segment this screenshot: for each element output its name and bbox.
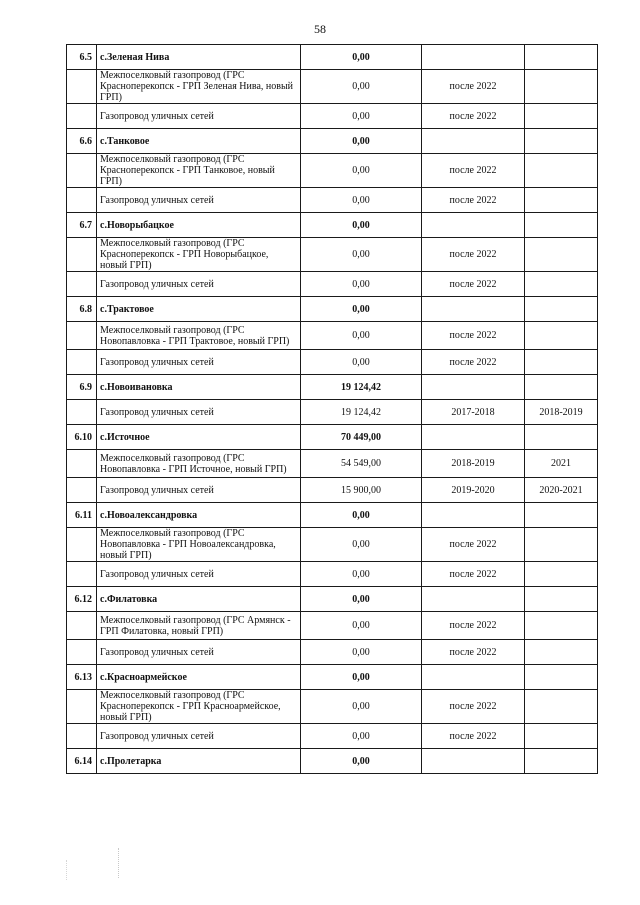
row-name-cell: Межпоселковый газопровод (ГРС Армянск - ГРП Филатовка, новый ГРП) bbox=[97, 612, 301, 640]
table-row bbox=[67, 188, 598, 213]
section-row bbox=[67, 587, 598, 612]
section-row bbox=[67, 45, 598, 70]
row-cost-cell: 0,00 bbox=[301, 528, 422, 562]
gas-pipeline-table bbox=[66, 44, 598, 774]
row-name-cell: Газопровод уличных сетей bbox=[97, 104, 301, 129]
row-number-cell bbox=[67, 154, 97, 188]
row-period-build-cell bbox=[525, 587, 598, 612]
row-period-design-cell bbox=[422, 129, 525, 154]
table-body bbox=[67, 45, 598, 774]
row-number-cell: 6.11 bbox=[67, 503, 97, 528]
row-period-build-cell bbox=[525, 562, 598, 587]
row-period-design-cell bbox=[422, 665, 525, 690]
row-number-cell bbox=[67, 350, 97, 375]
row-period-build-cell bbox=[525, 350, 598, 375]
row-period-design-cell: после 2022 bbox=[422, 350, 525, 375]
row-name-cell: с.Филатовка bbox=[97, 587, 301, 612]
row-period-design-cell bbox=[422, 503, 525, 528]
row-number-cell: 6.7 bbox=[67, 213, 97, 238]
row-name-cell: Газопровод уличных сетей bbox=[97, 640, 301, 665]
row-period-build-cell bbox=[525, 104, 598, 129]
table-row bbox=[67, 528, 598, 562]
row-name-cell: с.Трактовое bbox=[97, 297, 301, 322]
row-cost-cell: 15 900,00 bbox=[301, 478, 422, 503]
table-row bbox=[67, 154, 598, 188]
row-period-build-cell bbox=[525, 503, 598, 528]
row-number-cell bbox=[67, 528, 97, 562]
row-period-design-cell bbox=[422, 425, 525, 450]
table-row bbox=[67, 350, 598, 375]
row-period-design-cell bbox=[422, 213, 525, 238]
row-cost-cell: 0,00 bbox=[301, 272, 422, 297]
table-row bbox=[67, 322, 598, 350]
row-cost-cell: 0,00 bbox=[301, 665, 422, 690]
row-number-cell: 6.14 bbox=[67, 749, 97, 774]
row-period-build-cell bbox=[525, 375, 598, 400]
row-number-cell: 6.5 bbox=[67, 45, 97, 70]
row-name-cell: Межпоселковый газопровод (ГРС Новопавловка - ГРП Источное, новый ГРП) bbox=[97, 450, 301, 478]
row-cost-cell: 0,00 bbox=[301, 70, 422, 104]
row-period-design-cell: после 2022 bbox=[422, 238, 525, 272]
row-number-cell bbox=[67, 640, 97, 665]
row-name-cell: Газопровод уличных сетей bbox=[97, 724, 301, 749]
row-name-cell: с.Новоалександровка bbox=[97, 503, 301, 528]
row-name-cell: с.Зеленая Нива bbox=[97, 45, 301, 70]
row-name-cell: Межпоселковый газопровод (ГРС Красноперекопск - ГРП Танковое, новый ГРП) bbox=[97, 154, 301, 188]
row-period-build-cell: 2021 bbox=[525, 450, 598, 478]
row-cost-cell: 0,00 bbox=[301, 587, 422, 612]
table-row bbox=[67, 724, 598, 749]
section-row bbox=[67, 749, 598, 774]
row-cost-cell: 0,00 bbox=[301, 749, 422, 774]
table-row bbox=[67, 612, 598, 640]
row-period-design-cell bbox=[422, 587, 525, 612]
row-period-design-cell: после 2022 bbox=[422, 528, 525, 562]
row-cost-cell: 54 549,00 bbox=[301, 450, 422, 478]
row-period-build-cell bbox=[525, 272, 598, 297]
row-number-cell: 6.8 bbox=[67, 297, 97, 322]
row-name-cell: Газопровод уличных сетей bbox=[97, 188, 301, 213]
row-period-design-cell: после 2022 bbox=[422, 612, 525, 640]
row-period-build-cell bbox=[525, 690, 598, 724]
row-period-design-cell bbox=[422, 297, 525, 322]
row-period-design-cell: 2017-2018 bbox=[422, 400, 525, 425]
section-row bbox=[67, 665, 598, 690]
row-period-build-cell bbox=[525, 612, 598, 640]
row-cost-cell: 0,00 bbox=[301, 350, 422, 375]
row-number-cell bbox=[67, 188, 97, 213]
row-cost-cell: 0,00 bbox=[301, 562, 422, 587]
row-number-cell bbox=[67, 724, 97, 749]
row-cost-cell: 0,00 bbox=[301, 238, 422, 272]
scan-margin-mark bbox=[66, 860, 68, 880]
row-cost-cell: 70 449,00 bbox=[301, 425, 422, 450]
row-period-design-cell: после 2022 bbox=[422, 690, 525, 724]
row-period-design-cell: после 2022 bbox=[422, 272, 525, 297]
table-row bbox=[67, 70, 598, 104]
row-period-design-cell: после 2022 bbox=[422, 104, 525, 129]
row-name-cell: Межпоселковый газопровод (ГРС Новопавловка - ГРП Новоалександровка, новый ГРП) bbox=[97, 528, 301, 562]
row-period-build-cell bbox=[525, 528, 598, 562]
row-period-build-cell bbox=[525, 665, 598, 690]
table-row bbox=[67, 562, 598, 587]
section-row bbox=[67, 425, 598, 450]
row-number-cell: 6.10 bbox=[67, 425, 97, 450]
row-name-cell: с.Танковое bbox=[97, 129, 301, 154]
row-number-cell bbox=[67, 450, 97, 478]
row-period-design-cell bbox=[422, 45, 525, 70]
table-row bbox=[67, 478, 598, 503]
row-number-cell bbox=[67, 612, 97, 640]
row-period-build-cell bbox=[525, 749, 598, 774]
row-period-design-cell: 2019-2020 bbox=[422, 478, 525, 503]
row-period-design-cell: после 2022 bbox=[422, 640, 525, 665]
row-cost-cell: 0,00 bbox=[301, 612, 422, 640]
row-name-cell: Газопровод уличных сетей bbox=[97, 272, 301, 297]
row-cost-cell: 19 124,42 bbox=[301, 400, 422, 425]
row-period-design-cell: после 2022 bbox=[422, 154, 525, 188]
row-cost-cell: 0,00 bbox=[301, 104, 422, 129]
row-name-cell: Межпоселковый газопровод (ГРС Красноперекопск - ГРП Красноармейское, новый ГРП) bbox=[97, 690, 301, 724]
row-cost-cell: 0,00 bbox=[301, 188, 422, 213]
row-name-cell: Газопровод уличных сетей bbox=[97, 400, 301, 425]
row-number-cell bbox=[67, 70, 97, 104]
row-period-design-cell: после 2022 bbox=[422, 322, 525, 350]
row-period-build-cell bbox=[525, 238, 598, 272]
row-period-design-cell bbox=[422, 375, 525, 400]
row-number-cell bbox=[67, 690, 97, 724]
row-number-cell bbox=[67, 272, 97, 297]
row-name-cell: с.Новорыбацкое bbox=[97, 213, 301, 238]
row-name-cell: Межпоселковый газопровод (ГРС Новопавловка - ГРП Трактовое, новый ГРП) bbox=[97, 322, 301, 350]
row-period-build-cell bbox=[525, 188, 598, 213]
row-period-build-cell bbox=[525, 129, 598, 154]
row-cost-cell: 0,00 bbox=[301, 690, 422, 724]
page-number: 58 bbox=[314, 22, 326, 36]
row-name-cell: Межпоселковый газопровод (ГРС Красноперекопск - ГРП Зеленая Нива, новый ГРП) bbox=[97, 70, 301, 104]
row-number-cell bbox=[67, 478, 97, 503]
row-number-cell bbox=[67, 562, 97, 587]
table-row bbox=[67, 104, 598, 129]
row-number-cell bbox=[67, 104, 97, 129]
row-period-build-cell bbox=[525, 70, 598, 104]
row-period-build-cell bbox=[525, 724, 598, 749]
section-row bbox=[67, 503, 598, 528]
table-row bbox=[67, 690, 598, 724]
table-row bbox=[67, 400, 598, 425]
row-number-cell: 6.12 bbox=[67, 587, 97, 612]
row-cost-cell: 0,00 bbox=[301, 45, 422, 70]
row-cost-cell: 19 124,42 bbox=[301, 375, 422, 400]
row-cost-cell: 0,00 bbox=[301, 640, 422, 665]
row-cost-cell: 0,00 bbox=[301, 129, 422, 154]
section-row bbox=[67, 375, 598, 400]
table-row bbox=[67, 238, 598, 272]
row-number-cell: 6.6 bbox=[67, 129, 97, 154]
row-cost-cell: 0,00 bbox=[301, 322, 422, 350]
row-number-cell bbox=[67, 400, 97, 425]
row-name-cell: Газопровод уличных сетей bbox=[97, 562, 301, 587]
row-number-cell bbox=[67, 238, 97, 272]
row-cost-cell: 0,00 bbox=[301, 297, 422, 322]
row-cost-cell: 0,00 bbox=[301, 724, 422, 749]
row-period-design-cell: после 2022 bbox=[422, 70, 525, 104]
row-number-cell: 6.13 bbox=[67, 665, 97, 690]
row-period-build-cell bbox=[525, 322, 598, 350]
row-period-design-cell: после 2022 bbox=[422, 562, 525, 587]
row-period-build-cell bbox=[525, 213, 598, 238]
scan-margin-mark bbox=[118, 848, 120, 878]
row-cost-cell: 0,00 bbox=[301, 213, 422, 238]
row-period-build-cell: 2020-2021 bbox=[525, 478, 598, 503]
row-period-design-cell bbox=[422, 749, 525, 774]
table-row bbox=[67, 450, 598, 478]
table-row bbox=[67, 640, 598, 665]
row-period-design-cell: 2018-2019 bbox=[422, 450, 525, 478]
row-name-cell: с.Источное bbox=[97, 425, 301, 450]
section-row bbox=[67, 297, 598, 322]
row-cost-cell: 0,00 bbox=[301, 503, 422, 528]
row-name-cell: с.Красноармейское bbox=[97, 665, 301, 690]
section-row bbox=[67, 213, 598, 238]
table-row bbox=[67, 272, 598, 297]
row-period-build-cell bbox=[525, 297, 598, 322]
section-row bbox=[67, 129, 598, 154]
row-cost-cell: 0,00 bbox=[301, 154, 422, 188]
row-period-build-cell bbox=[525, 425, 598, 450]
row-name-cell: с.Новоивановка bbox=[97, 375, 301, 400]
row-period-build-cell bbox=[525, 154, 598, 188]
row-period-design-cell: после 2022 bbox=[422, 724, 525, 749]
row-name-cell: Газопровод уличных сетей bbox=[97, 350, 301, 375]
row-period-build-cell bbox=[525, 45, 598, 70]
row-period-design-cell: после 2022 bbox=[422, 188, 525, 213]
row-name-cell: Межпоселковый газопровод (ГРС Красноперекопск - ГРП Новорыбацкое, новый ГРП) bbox=[97, 238, 301, 272]
row-name-cell: с.Пролетарка bbox=[97, 749, 301, 774]
row-period-build-cell: 2018-2019 bbox=[525, 400, 598, 425]
row-number-cell: 6.9 bbox=[67, 375, 97, 400]
row-number-cell bbox=[67, 322, 97, 350]
row-name-cell: Газопровод уличных сетей bbox=[97, 478, 301, 503]
row-period-build-cell bbox=[525, 640, 598, 665]
